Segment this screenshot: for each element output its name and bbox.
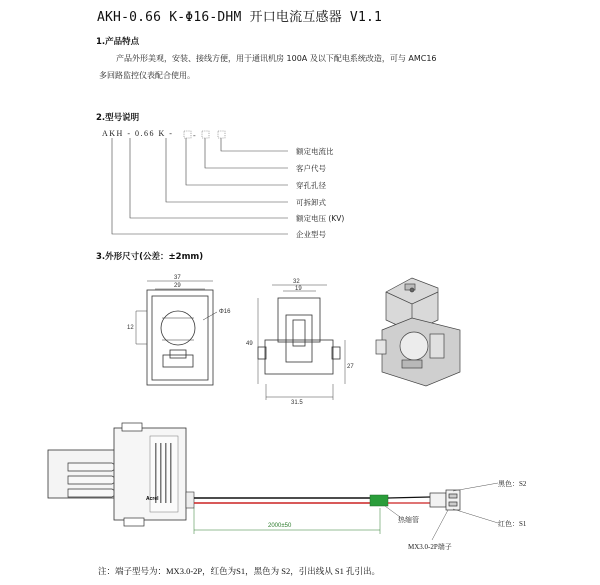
heat-shrink-tube <box>370 495 388 506</box>
svg-text:-: - <box>193 131 196 140</box>
black-wire-label: 黑色：S2 <box>498 480 527 488</box>
device-brand-logo: Acrel <box>146 496 159 502</box>
side-lower-height-label: 27 <box>347 364 354 370</box>
red-wire-label: 红色：S1 <box>498 520 527 528</box>
front-height-label: 12 <box>127 325 134 331</box>
front-hole-label: Φ16 <box>219 309 231 315</box>
ct-device <box>48 423 194 526</box>
footer-note: 注：端子型号为：MX3.0-2P，红色为S1，黑色为 S2，引出线从 S1 孔引出。 <box>98 566 380 576</box>
iso-view-bottom <box>376 318 460 386</box>
side-view-base <box>265 340 333 374</box>
document-title: AKH-0.66 K-Φ16-DHM 开口电流互感器 V1.1 <box>97 10 383 25</box>
section-1-heading: 1.产品特点 <box>96 37 140 47</box>
terminal-label: MX3.0-2P端子 <box>408 543 452 551</box>
side-inner-width-label: 19 <box>295 286 302 292</box>
model-code: AKH - 0.66 K - <box>102 129 174 138</box>
heat-shrink-label: 热缩管 <box>398 516 419 524</box>
side-view <box>258 298 340 374</box>
side-width-label: 32 <box>293 279 300 285</box>
model-label-rated-voltage: 额定电压 (KV) <box>296 214 345 223</box>
model-label-customer-code: 客户代号 <box>296 164 326 173</box>
side-base-label: 31.5 <box>291 400 303 406</box>
section-3-heading: 3.外形尺寸(公差：±2mm) <box>96 252 204 262</box>
side-height-label: 49 <box>246 341 253 347</box>
cable-length-label: 2000±50 <box>268 523 292 529</box>
front-view-body <box>147 290 213 385</box>
cables <box>194 498 370 503</box>
front-inner-width-label: 29 <box>174 283 181 289</box>
model-label-detachable: 可拆卸式 <box>296 198 326 207</box>
model-label-enterprise-model: 企业型号 <box>296 230 326 239</box>
section-1-line-1: 产品外形美观，安装、接线方便，用于通讯机房 100A 及以下配电系统改造，可与 AMC16 <box>116 54 437 63</box>
front-view <box>147 290 217 385</box>
section-2-heading: 2.型号说明 <box>96 113 140 123</box>
model-label-rated-current-ratio: 额定电流比 <box>296 147 334 156</box>
section-1-line-2: 多回路监控仪表配合使用。 <box>99 71 195 80</box>
mx-terminal-connector <box>430 490 460 510</box>
model-label-hole-diameter: 穿孔孔径 <box>296 181 326 190</box>
front-width-label: 37 <box>174 275 181 281</box>
